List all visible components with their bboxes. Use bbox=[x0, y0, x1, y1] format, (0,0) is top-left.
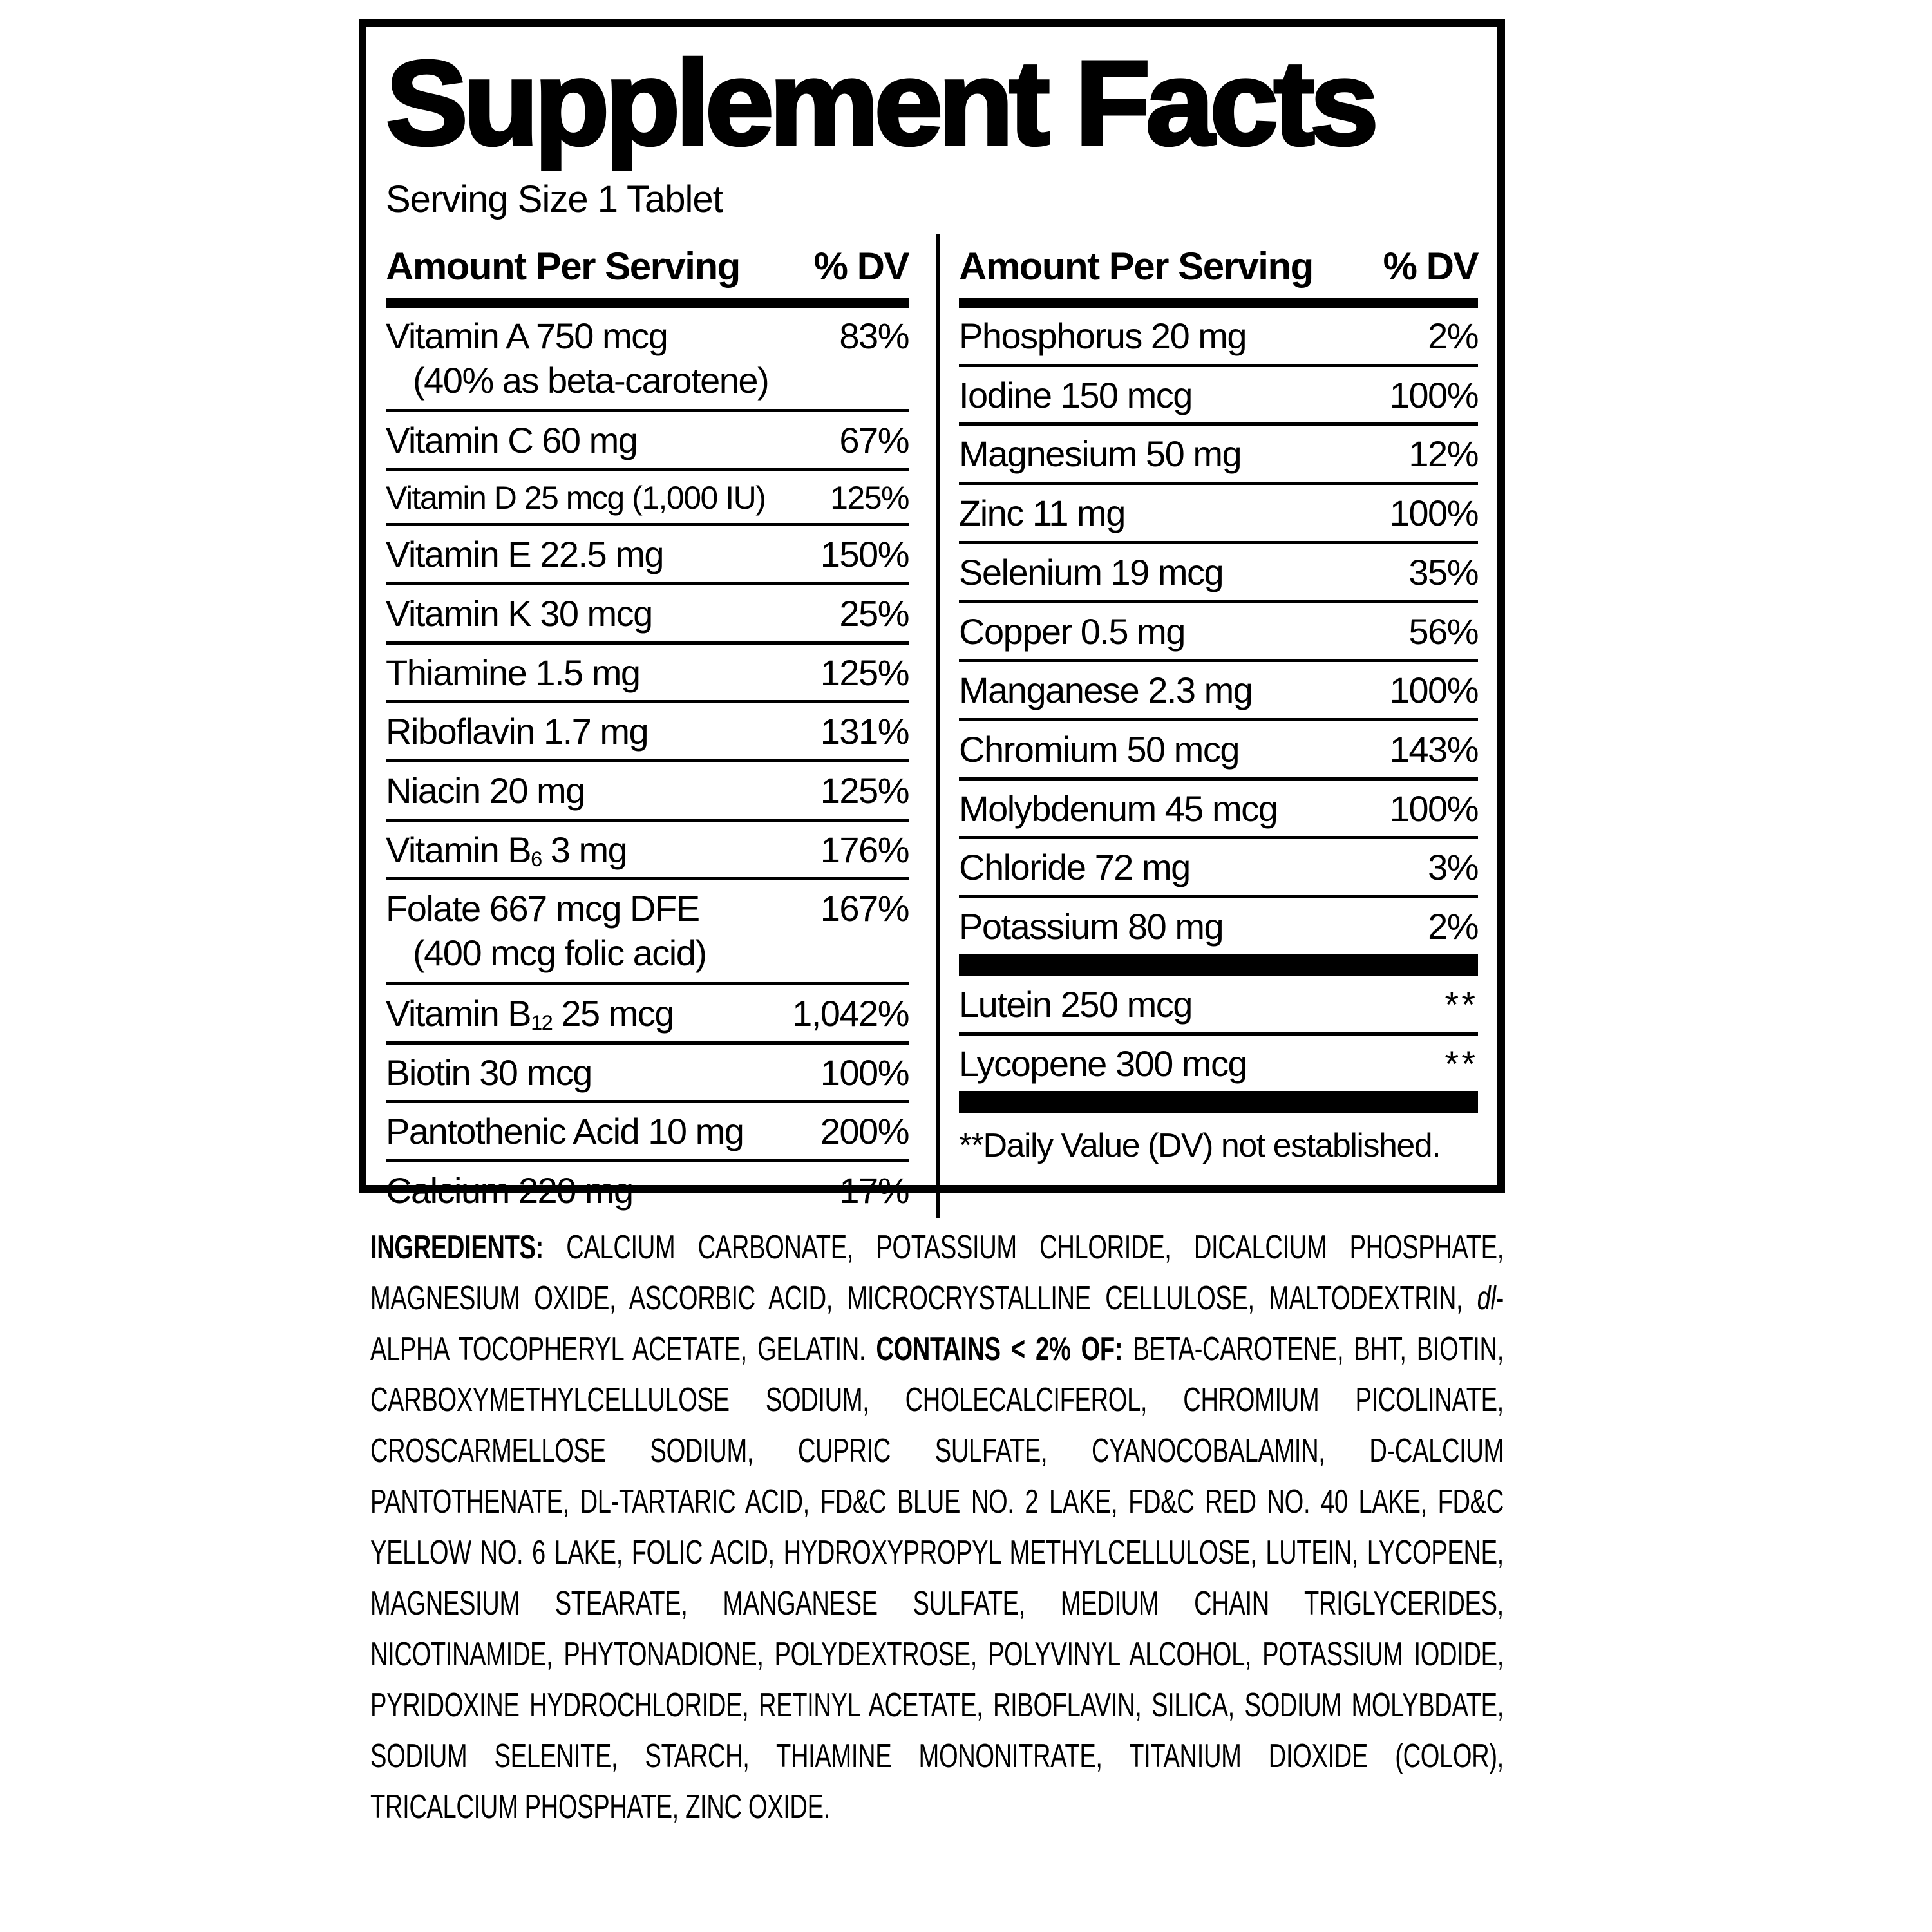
contains-label: CONTAINS < 2% OF: bbox=[876, 1331, 1123, 1368]
column-divider bbox=[936, 234, 940, 1218]
nutrient-dv: ** bbox=[1444, 1043, 1478, 1084]
nutrient-dv: 35% bbox=[1408, 551, 1478, 592]
table-row bbox=[959, 426, 1478, 485]
nutrient-name: Vitamin E 22.5 mg bbox=[386, 534, 664, 575]
panel-title: Supplement Facts bbox=[386, 37, 1374, 170]
nutrient-name: Folate 667 mcg DFE bbox=[386, 888, 699, 929]
nutrient-name: Chloride 72 mg bbox=[959, 847, 1190, 888]
table-row bbox=[959, 544, 1478, 603]
nutrient-dv: 131% bbox=[820, 711, 909, 752]
nutrient-dv: 143% bbox=[1389, 729, 1478, 770]
nutrient-name: Phosphorus 20 mg bbox=[959, 316, 1247, 356]
name-text: Vitamin B bbox=[386, 992, 531, 1034]
row-line bbox=[959, 789, 1478, 829]
nutrient-dv: 25% bbox=[839, 592, 909, 634]
nutrient-name: Lycopene 300 mcg bbox=[959, 1043, 1247, 1084]
nutrient-name: Chromium 50 mcg bbox=[959, 729, 1239, 770]
nutrient-name: Thiamine 1.5 mg bbox=[386, 652, 640, 693]
row-line bbox=[959, 848, 1478, 888]
row-line bbox=[959, 985, 1478, 1025]
nutrient-name: Magnesium 50 mg bbox=[959, 433, 1242, 475]
table-row bbox=[386, 762, 909, 822]
row-line bbox=[386, 1171, 909, 1211]
nutrient-dv: 2% bbox=[1428, 906, 1478, 947]
row-line bbox=[959, 730, 1478, 770]
ingredients-text: CALCIUM CARBONATE, POTASSIUM CHLORIDE, DICALCIUM PHOSPHATE, MAGNESIUM OXIDE, ASCORBIC ACID, MICROCRYSTALLINE CELLULOSE, MALTODEXTRIN, bbox=[370, 1229, 1504, 1318]
table-row bbox=[386, 703, 909, 762]
percent-dv-header: % DV bbox=[813, 245, 909, 288]
row-line bbox=[959, 907, 1478, 947]
percent-dv-header: % DV bbox=[1383, 245, 1478, 288]
name-text: Vitamin B bbox=[386, 829, 531, 870]
nutrient-dv: 2% bbox=[1428, 316, 1478, 356]
nutrient-dv: 100% bbox=[1389, 788, 1478, 829]
table-row bbox=[386, 585, 909, 645]
thick-separator bbox=[959, 1091, 1478, 1113]
nutrient-name: Iodine 150 mcg bbox=[959, 374, 1192, 415]
row-line bbox=[386, 771, 909, 811]
table-row bbox=[386, 645, 909, 704]
row-line bbox=[386, 712, 909, 752]
nutrient-dv: 125% bbox=[820, 652, 909, 693]
table-row bbox=[386, 985, 909, 1045]
row-line bbox=[386, 594, 909, 634]
row-line bbox=[386, 1053, 909, 1094]
row-line bbox=[959, 553, 1478, 593]
nutrient-dv: 125% bbox=[830, 480, 909, 516]
table-row bbox=[959, 367, 1478, 426]
row-line bbox=[386, 1112, 909, 1152]
subscript: 12 bbox=[531, 1010, 553, 1034]
table-row bbox=[959, 781, 1478, 840]
row-line bbox=[386, 994, 909, 1034]
row-line bbox=[386, 421, 909, 461]
nutrient-name: Biotin 30 mcg bbox=[386, 1052, 592, 1093]
nutrient-note: (400 mcg folic acid) bbox=[413, 933, 706, 974]
row-line bbox=[959, 316, 1478, 357]
table-row bbox=[959, 662, 1478, 721]
left-column-header bbox=[386, 234, 909, 298]
row-line bbox=[959, 670, 1478, 711]
dv-footnote: **Daily Value (DV) not established. bbox=[959, 1127, 1441, 1165]
table-row bbox=[959, 308, 1478, 367]
nutrient-name bbox=[386, 830, 627, 871]
row-line bbox=[386, 316, 909, 357]
nutrient-dv: ** bbox=[1444, 983, 1478, 1025]
nutrient-table bbox=[386, 234, 1478, 1218]
table-row bbox=[386, 1045, 909, 1104]
name-text: 3 mg bbox=[541, 829, 627, 870]
table-row bbox=[386, 471, 909, 526]
nutrient-name: Copper 0.5 mg bbox=[959, 611, 1185, 652]
name-text: 25 mcg bbox=[552, 992, 674, 1034]
nutrient-dv: 56% bbox=[1408, 611, 1478, 652]
nutrient-dv: 83% bbox=[839, 316, 909, 356]
ingredients-paragraph bbox=[370, 1222, 1504, 1833]
nutrient-note: (40% as beta-carotene) bbox=[413, 359, 769, 401]
row-line bbox=[386, 830, 909, 871]
header-rule bbox=[959, 298, 1478, 308]
nutrient-name: Vitamin A 750 mcg bbox=[386, 316, 668, 356]
columns bbox=[386, 234, 1478, 1218]
nutrient-dv: 17% bbox=[839, 1170, 909, 1211]
nutrient-name: Molybdenum 45 mcg bbox=[959, 788, 1278, 829]
ingredients-text: BETA-CAROTENE, BHT, BIOTIN, CARBOXYMETHYLCELLULOSE SODIUM, CHOLECALCIFEROL, CHROMIUM PICOLINATE, CROSCARMELLOSE SODIUM, CUPRIC SULFATE, CYANOCOBALAMIN, D-CALCIUM PANTOTHENATE, DL-TARTARIC ACID, FD&C BLUE NO. 2 LAKE, FD&C RED NO. 40 LAKE, FD&C YELLOW NO. 6 LAKE, FOLIC ACID, HYDROXYPROPYL METHYLCELLULOSE, LUTEIN, LYCOPENE, MAGNESIUM STEARATE, MANGANESE SULFATE, MEDIUM CHAIN TRIGLYCERIDES, NICOTINAMIDE, PHYTONADIONE, POLYDEXTROSE, POLYVINYL ALCOHOL, POTASSIUM IODIDE, PYRIDOXINE HYDROCHLORIDE, RETINYL ACETATE, RIBOFLAVIN, SILICA, SODIUM MOLYBDATE, SODIUM SELENITE, STARCH, THIAMINE MONONITRATE, TITANIUM DIOXIDE (COLOR), TRICALCIUM PHOSPHATE, ZINC OXIDE. bbox=[370, 1331, 1504, 1826]
nutrient-dv: 200% bbox=[820, 1111, 909, 1152]
row-line bbox=[959, 434, 1478, 475]
table-row bbox=[959, 839, 1478, 898]
supplement-facts-panel bbox=[359, 19, 1505, 1211]
right-column bbox=[932, 234, 1478, 1218]
table-row bbox=[386, 880, 909, 985]
table-row bbox=[386, 1103, 909, 1162]
table-row bbox=[386, 412, 909, 471]
nutrient-dv: 3% bbox=[1428, 847, 1478, 888]
nutrient-dv: 67% bbox=[839, 420, 909, 461]
row-line bbox=[959, 1044, 1478, 1084]
table-row bbox=[386, 1162, 909, 1218]
nutrient-name: Vitamin C 60 mg bbox=[386, 420, 638, 461]
nutrient-name: Vitamin K 30 mcg bbox=[386, 592, 652, 634]
nutrient-dv: 125% bbox=[820, 770, 909, 811]
ingredients-label: INGREDIENTS: bbox=[370, 1229, 544, 1266]
row-line bbox=[959, 493, 1478, 534]
nutrient-dv: 167% bbox=[820, 888, 909, 929]
nutrient-name: Niacin 20 mg bbox=[386, 770, 585, 811]
nutrient-dv: 100% bbox=[1389, 670, 1478, 711]
nutrient-dv: 1,042% bbox=[792, 992, 909, 1034]
nutrient-name: Manganese 2.3 mg bbox=[959, 670, 1253, 711]
ingredients-text: -ALPHA TOCOPHERYL ACETATE, GELATIN. bbox=[370, 1280, 1504, 1368]
nutrient-dv: 100% bbox=[1389, 493, 1478, 534]
table-row bbox=[959, 485, 1478, 544]
table-row bbox=[959, 721, 1478, 781]
table-row bbox=[386, 526, 909, 585]
right-column-header bbox=[959, 234, 1478, 298]
header-rule bbox=[386, 298, 909, 308]
table-row bbox=[959, 976, 1478, 1036]
thick-separator bbox=[959, 954, 1478, 976]
nutrient-dv: 176% bbox=[820, 829, 909, 870]
amount-per-serving-header: Amount Per Serving bbox=[386, 245, 740, 288]
nutrient-name: Vitamin D 25 mcg (1,000 IU) bbox=[386, 480, 766, 516]
row-line bbox=[386, 480, 909, 516]
nutrient-name: Calcium 220 mg bbox=[386, 1170, 633, 1211]
table-row bbox=[959, 603, 1478, 663]
nutrient-dv: 100% bbox=[820, 1052, 909, 1093]
amount-per-serving-header: Amount Per Serving bbox=[959, 245, 1313, 288]
nutrient-name: Zinc 11 mg bbox=[959, 493, 1125, 534]
nutrient-name: Riboflavin 1.7 mg bbox=[386, 711, 649, 752]
row-line bbox=[386, 653, 909, 694]
nutrient-dv: 12% bbox=[1408, 433, 1478, 475]
table-row bbox=[386, 822, 909, 881]
nutrient-name: Lutein 250 mcg bbox=[959, 983, 1192, 1025]
table-row bbox=[959, 1036, 1478, 1092]
nutrient-dv: 100% bbox=[1389, 374, 1478, 415]
ingredients-dl-italic: dl bbox=[1477, 1280, 1496, 1318]
nutrient-dv: 150% bbox=[820, 534, 909, 575]
table-row bbox=[386, 308, 909, 412]
nutrient-name bbox=[386, 994, 674, 1034]
row-line bbox=[959, 375, 1478, 416]
nutrient-name: Selenium 19 mcg bbox=[959, 551, 1224, 592]
row-line bbox=[959, 612, 1478, 652]
subscript: 6 bbox=[531, 847, 542, 871]
table-row bbox=[959, 898, 1478, 954]
nutrient-name: Pantothenic Acid 10 mg bbox=[386, 1111, 744, 1152]
row-line bbox=[386, 889, 909, 929]
row-line bbox=[386, 535, 909, 575]
left-column bbox=[386, 234, 932, 1218]
nutrient-name: Potassium 80 mg bbox=[959, 906, 1224, 947]
serving-size: Serving Size 1 Tablet bbox=[386, 178, 723, 220]
